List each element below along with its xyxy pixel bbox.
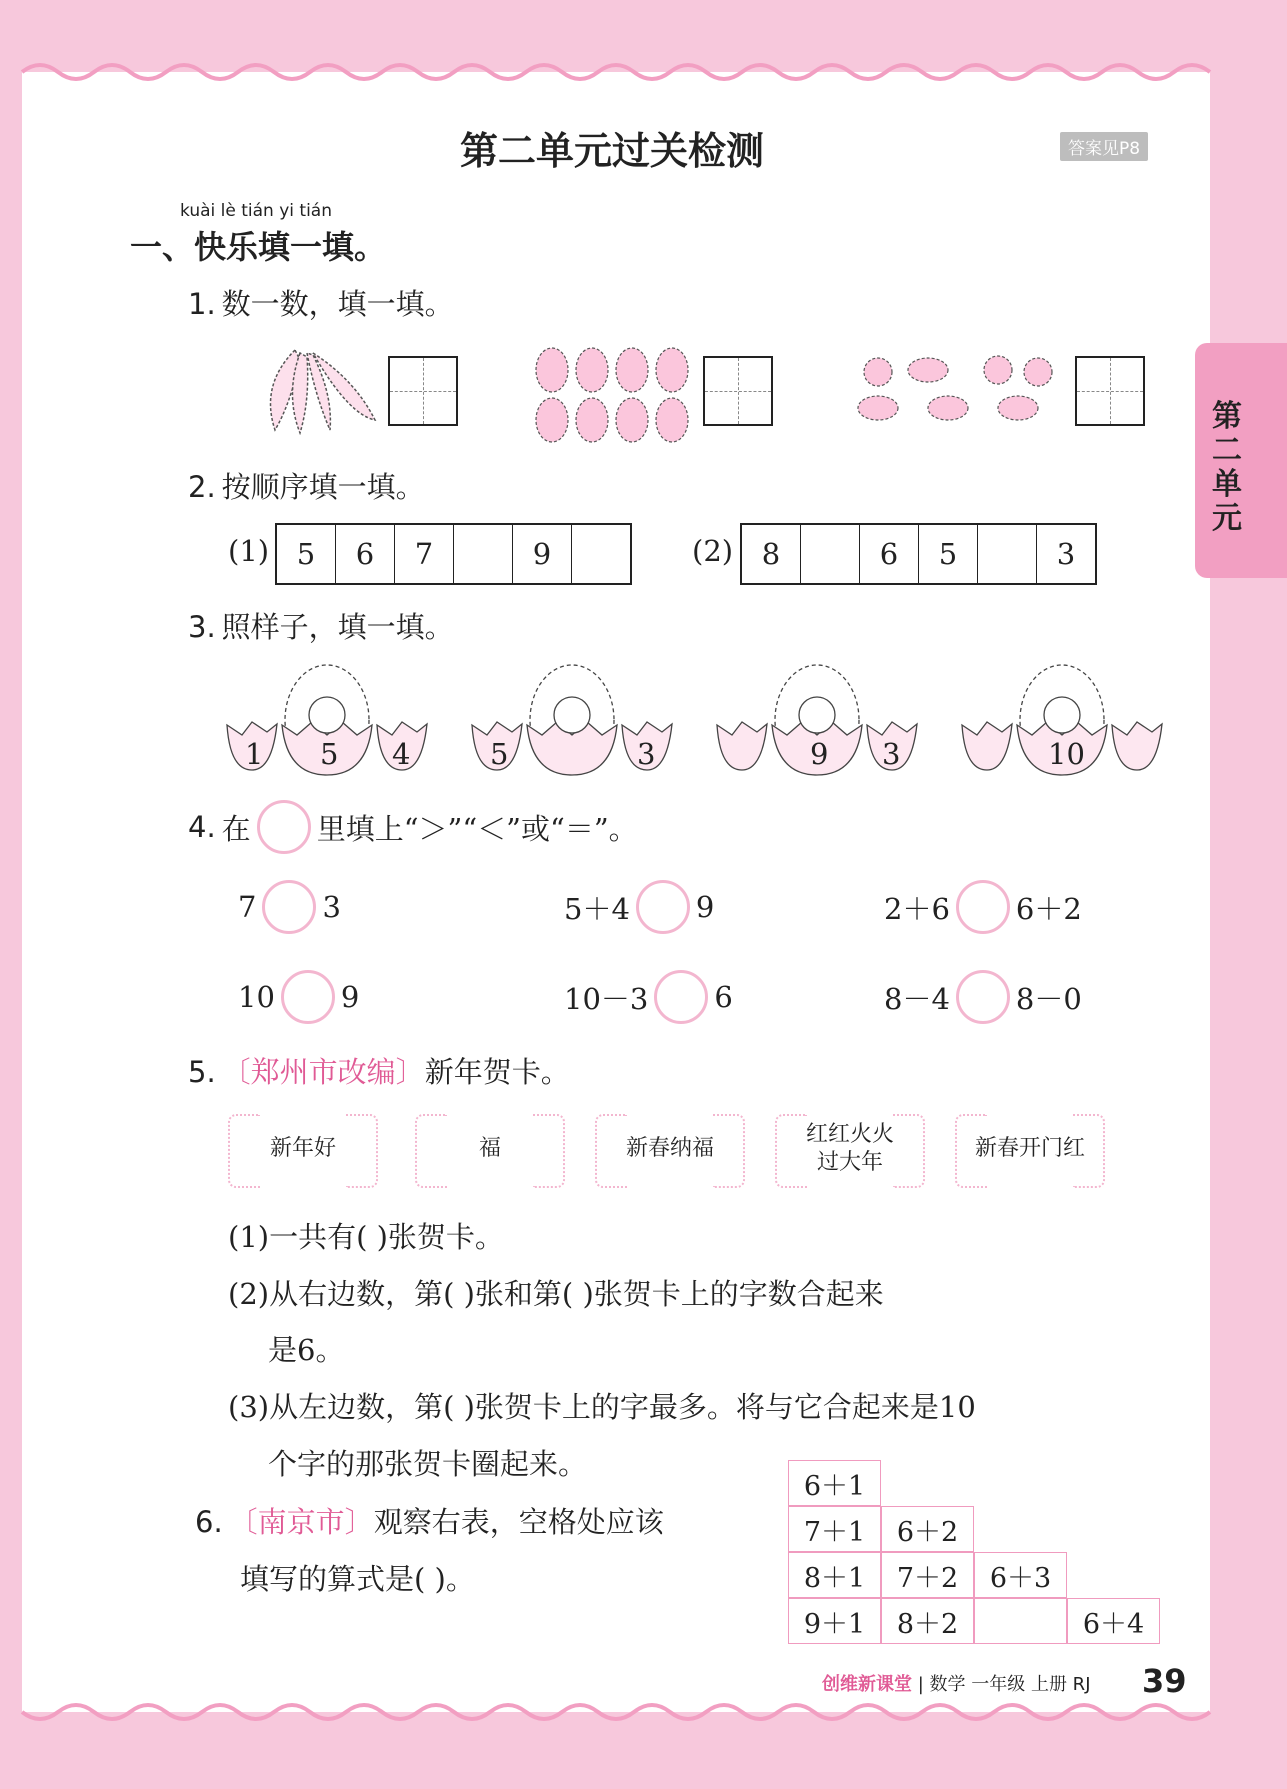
comparison-right: 6＋2 xyxy=(1015,891,1082,926)
comparison-left: 7 xyxy=(238,890,257,924)
table-cell: 6＋3 xyxy=(974,1552,1067,1598)
circle-icon xyxy=(257,800,311,854)
egg-number: 1 xyxy=(245,737,264,771)
sequence-cell: 5 xyxy=(277,525,336,583)
sequence-cell: 5 xyxy=(919,525,978,583)
question-3-title xyxy=(188,605,454,646)
greeting-card[interactable] xyxy=(228,1110,378,1188)
footer-info: | 数学 一年级 上册 RJ xyxy=(917,1674,1091,1695)
sub-question-1: (1)一共有( )张贺卡。 xyxy=(228,1220,504,1254)
question-text: 按顺序填一填。 xyxy=(221,470,425,504)
candy-icon xyxy=(848,350,1068,430)
greeting-card[interactable] xyxy=(595,1110,745,1188)
question-4-title xyxy=(188,800,638,854)
egg-number: 4 xyxy=(392,737,411,771)
card-border-decoration xyxy=(595,1114,627,1188)
sequence-cell: 3 xyxy=(1056,537,1076,571)
question-text: 数一数，填一填。 xyxy=(221,287,454,321)
question-6-line-2: 填写的算式是( )。 xyxy=(240,1562,475,1596)
sequence-blank-cell[interactable] xyxy=(801,525,860,583)
card-border-decoration xyxy=(775,1114,807,1188)
question-text: 照样子，填一填。 xyxy=(221,610,454,644)
question-text: 在 xyxy=(221,811,251,846)
question-text: 观察右表，空格处应该 xyxy=(373,1505,664,1539)
egg-number: 5 xyxy=(320,737,339,771)
answer-grid-box[interactable] xyxy=(388,356,458,426)
question-number: 2. xyxy=(188,470,216,504)
comparison-left: 8－4 xyxy=(884,981,950,1016)
comparison-right: 8－0 xyxy=(1015,981,1082,1016)
table-cell: 6＋4 xyxy=(1067,1598,1160,1644)
comparison-answer-circle[interactable] xyxy=(262,880,316,934)
question-source: 〔南京市〕 xyxy=(228,1505,374,1539)
comparison-item xyxy=(564,970,733,1024)
card-text: 新年好 xyxy=(269,1136,336,1161)
table-cell: 8＋2 xyxy=(881,1598,974,1644)
card-border-decoration xyxy=(1073,1114,1105,1188)
comparison-left: 10 xyxy=(238,980,275,1014)
egg-number: 10 xyxy=(1048,737,1085,771)
comparison-item xyxy=(238,880,341,934)
comparison-left: 10－3 xyxy=(564,981,649,1016)
comparison-answer-circle[interactable] xyxy=(281,970,335,1024)
question-number: 5. xyxy=(188,1055,216,1089)
sequence-blank-cell[interactable] xyxy=(978,525,1037,583)
card-border-decoration xyxy=(228,1114,260,1188)
egg-number: 3 xyxy=(637,737,656,771)
sequence-label: (2) xyxy=(692,534,734,568)
sequence-cell: 6 xyxy=(336,525,395,583)
comparison-answer-circle[interactable] xyxy=(956,970,1010,1024)
section-heading: 一、快乐填一填。 xyxy=(130,228,387,266)
comparison-left: 2＋6 xyxy=(884,891,950,926)
card-text: 新春纳福 xyxy=(625,1136,714,1161)
comparison-item xyxy=(238,970,359,1024)
question-6-title xyxy=(195,1500,664,1541)
question-number: 3. xyxy=(188,610,216,644)
sub-question-3-continued: 个字的那张贺卡圈起来。 xyxy=(268,1447,588,1481)
card-border-decoration xyxy=(955,1114,987,1188)
pear-icon xyxy=(530,340,700,445)
answer-reference-tag: 答案见P8 xyxy=(1060,132,1148,161)
question-2-title xyxy=(188,465,425,506)
sequence-cell: 6 xyxy=(860,525,919,583)
sequence-cell: 8 xyxy=(742,525,801,583)
sequence-cell: 9 xyxy=(513,525,572,583)
card-border-decoration xyxy=(346,1114,378,1188)
table-cell: 8＋1 xyxy=(788,1552,881,1598)
comparison-right: 3 xyxy=(322,890,341,924)
sequence-label: (1) xyxy=(228,534,270,568)
egg-number: 9 xyxy=(810,737,829,771)
page-footer xyxy=(822,1670,1091,1696)
number-sequence-row-1 xyxy=(275,523,632,585)
comparison-right: 6 xyxy=(714,980,733,1014)
question-source: 〔郑州市改编〕 xyxy=(221,1055,425,1089)
comparison-answer-circle[interactable] xyxy=(956,880,1010,934)
card-text: 红红火火 过大年 xyxy=(805,1122,894,1175)
answer-grid-box[interactable] xyxy=(703,356,773,426)
section-pinyin: kuài lè tián yi tián xyxy=(180,201,332,221)
card-text: 新春开门红 xyxy=(974,1136,1085,1161)
comparison-right: 9 xyxy=(340,980,360,1014)
comparison-answer-circle[interactable] xyxy=(636,880,690,934)
sequence-cell: 7 xyxy=(395,525,454,583)
page-number: 39 xyxy=(1142,1662,1187,1700)
comparison-item xyxy=(564,880,714,934)
footer-brand: 创维新课堂 xyxy=(822,1674,912,1695)
card-border-decoration xyxy=(893,1114,925,1188)
unit-side-tab-label: 第二单元 xyxy=(1212,399,1242,536)
question-5-title xyxy=(188,1050,570,1091)
card-border-decoration xyxy=(713,1114,745,1188)
sub-question-3: (3)从左边数，第( )张贺卡上的字最多。将与它合起来是10 xyxy=(228,1390,976,1424)
greeting-card[interactable] xyxy=(415,1110,565,1188)
table-cell: 7＋2 xyxy=(881,1552,974,1598)
egg-number: 3 xyxy=(882,737,901,771)
table-cell: 6＋2 xyxy=(881,1506,974,1552)
sub-question-2-continued: 是6。 xyxy=(268,1333,345,1367)
table-cell: 9＋1 xyxy=(788,1598,881,1644)
egg-number: 5 xyxy=(490,737,509,771)
banana-icon xyxy=(255,345,385,435)
sequence-blank-cell[interactable] xyxy=(454,525,513,583)
card-border-decoration xyxy=(533,1114,565,1188)
number-sequence-row-2 xyxy=(740,523,1097,585)
page-title: 第二单元过关检测 xyxy=(460,129,765,173)
card-text: 福 xyxy=(478,1136,501,1161)
greeting-card[interactable] xyxy=(775,1110,925,1188)
sub-question-2: (2)从右边数，第( )张和第( )张贺卡上的字数合起来 xyxy=(228,1277,884,1311)
comparison-right: 9 xyxy=(695,890,715,924)
question-1-title xyxy=(188,282,454,323)
question-number: 1. xyxy=(188,287,216,321)
comparison-item xyxy=(884,970,1082,1024)
question-text: 新年贺卡。 xyxy=(424,1055,570,1089)
table-cell: 6＋1 xyxy=(788,1460,881,1506)
question-number: 6. xyxy=(195,1505,223,1539)
card-border-decoration xyxy=(415,1114,447,1188)
comparison-item xyxy=(884,880,1082,934)
chick-eggs-illustration xyxy=(222,660,1182,780)
question-text: 里填上“＞”“＜”或“＝”。 xyxy=(316,811,638,846)
answer-grid-box[interactable] xyxy=(1075,356,1145,426)
question-number: 4. xyxy=(188,810,216,844)
comparison-left: 5＋4 xyxy=(564,891,630,926)
sequence-blank-cell[interactable] xyxy=(572,525,630,583)
table-blank-cell[interactable] xyxy=(974,1598,1067,1644)
comparison-answer-circle[interactable] xyxy=(654,970,708,1024)
greeting-card[interactable] xyxy=(955,1110,1105,1188)
table-cell: 7＋1 xyxy=(788,1506,881,1552)
